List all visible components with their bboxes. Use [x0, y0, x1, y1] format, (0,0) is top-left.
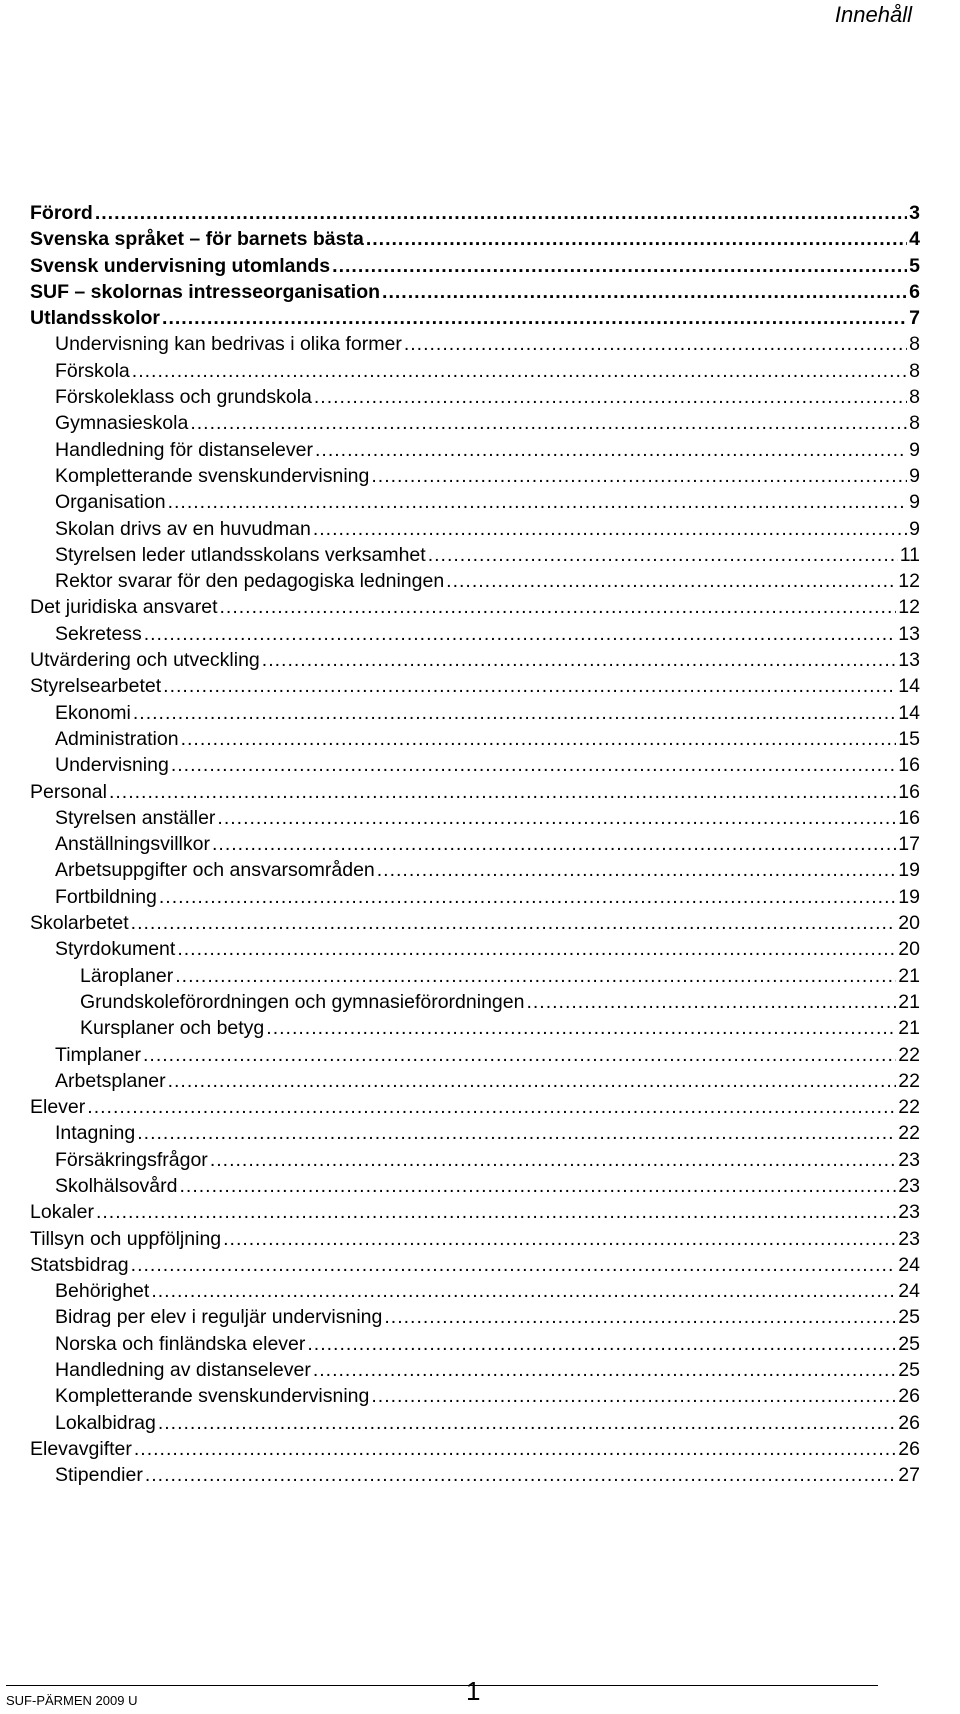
toc-dot-leader [175, 963, 896, 989]
toc-dot-leader [159, 884, 896, 910]
toc-entry-title: Styrelsearbetet [30, 675, 162, 698]
toc-entry-page: 5 [909, 254, 920, 277]
toc-entry[interactable] [30, 1304, 920, 1330]
toc-dot-leader [133, 700, 896, 726]
toc-entry-page: 14 [898, 675, 920, 698]
toc-entry-page: 7 [909, 307, 920, 330]
toc-entry-title: Fortbildning [55, 885, 157, 908]
toc-entry-title: Grundskoleförordningen och gymnasieförordningen [80, 990, 525, 1013]
toc-entry-title: Läroplaner [80, 964, 174, 987]
toc-entry-page: 25 [898, 1359, 920, 1382]
toc-entry-page: 6 [909, 280, 920, 303]
toc-entry[interactable] [30, 1357, 920, 1383]
toc-entry-title: Stipendier [55, 1464, 143, 1487]
toc-dot-leader [262, 647, 897, 673]
toc-dot-leader [190, 410, 907, 436]
toc-entry-title: Utvärdering och utveckling [30, 649, 260, 672]
toc-entry[interactable] [30, 963, 920, 989]
toc-entry[interactable] [30, 700, 920, 726]
toc-entry-title: Elevavgifter [30, 1437, 132, 1460]
toc-entry-page: 9 [909, 438, 920, 461]
toc-entry-title: Förskoleklass och grundskola [55, 386, 312, 409]
toc-entry[interactable] [30, 726, 920, 752]
toc-entry[interactable] [30, 910, 920, 936]
toc-entry-page: 20 [898, 912, 920, 935]
toc-entry-title: Ekonomi [55, 701, 131, 724]
toc-entry-page: 4 [909, 228, 920, 251]
toc-dot-leader [210, 1147, 896, 1173]
toc-entry-title: Anställningsvillkor [55, 833, 210, 856]
toc-dot-leader [212, 831, 896, 857]
toc-entry[interactable] [30, 542, 920, 568]
toc-entry-page: 9 [909, 491, 920, 514]
toc-dot-leader [158, 1410, 896, 1436]
toc-dot-leader [96, 1199, 896, 1225]
toc-entry-page: 23 [898, 1148, 920, 1171]
toc-dot-leader [428, 542, 898, 568]
toc-entry-page: 25 [898, 1306, 920, 1329]
toc-entry-title: Personal [30, 780, 107, 803]
toc-dot-leader [366, 226, 907, 252]
toc-entry-title: Kompletterande svenskundervisning [55, 464, 370, 487]
toc-entry[interactable] [30, 989, 920, 1015]
toc-entry-title: Bidrag per elev i reguljär undervisning [55, 1306, 383, 1329]
toc-entry[interactable] [30, 831, 920, 857]
toc-entry[interactable] [30, 1383, 920, 1409]
toc-entry-page: 22 [898, 1122, 920, 1145]
toc-entry[interactable] [30, 1094, 920, 1120]
toc-dot-leader [168, 489, 908, 515]
toc-entry[interactable] [30, 516, 920, 542]
toc-entry[interactable] [30, 568, 920, 594]
toc-entry-page: 22 [898, 1043, 920, 1066]
toc-entry[interactable] [30, 1068, 920, 1094]
table-of-contents [30, 200, 920, 1489]
toc-dot-leader [145, 1462, 896, 1488]
toc-dot-leader [109, 779, 896, 805]
toc-entry-page: 26 [898, 1437, 920, 1460]
toc-dot-leader [168, 1068, 897, 1094]
toc-entry-page: 16 [898, 780, 920, 803]
toc-entry-title: Skolhälsovård [55, 1174, 178, 1197]
toc-entry[interactable] [30, 647, 920, 673]
toc-dot-leader [371, 1383, 896, 1409]
toc-entry[interactable] [30, 752, 920, 778]
toc-entry-page: 21 [898, 990, 920, 1013]
toc-dot-leader [132, 358, 907, 384]
toc-dot-leader [313, 516, 907, 542]
toc-entry[interactable] [30, 1226, 920, 1252]
toc-dot-leader [131, 1252, 897, 1278]
toc-entry-page: 17 [898, 833, 920, 856]
toc-entry[interactable] [30, 253, 920, 279]
toc-dot-leader [446, 568, 896, 594]
toc-dot-leader [95, 200, 907, 226]
toc-entry-title: Lokaler [30, 1201, 94, 1224]
toc-entry[interactable] [30, 200, 920, 226]
toc-entry-title: Elever [30, 1096, 86, 1119]
toc-dot-leader [313, 1357, 896, 1383]
toc-entry-title: Timplaner [55, 1043, 141, 1066]
toc-entry-title: Arbetsuppgifter och ansvarsområden [55, 859, 375, 882]
toc-entry-page: 22 [898, 1096, 920, 1119]
toc-entry[interactable] [30, 1120, 920, 1146]
toc-dot-leader [314, 384, 907, 410]
toc-entry[interactable] [30, 1173, 920, 1199]
toc-entry-page: 19 [898, 885, 920, 908]
toc-entry[interactable] [30, 489, 920, 515]
toc-dot-leader [134, 1436, 896, 1462]
toc-entry-page: 23 [898, 1174, 920, 1197]
toc-entry-title: Skolarbetet [30, 912, 129, 935]
toc-entry[interactable] [30, 279, 920, 305]
toc-entry-page: 12 [898, 596, 920, 619]
toc-entry-title: Förskola [55, 359, 130, 382]
toc-dot-leader [143, 1042, 896, 1068]
toc-dot-leader [137, 1120, 896, 1146]
toc-entry-page: 9 [909, 464, 920, 487]
toc-dot-leader [315, 437, 907, 463]
toc-entry-page: 3 [909, 202, 920, 224]
toc-entry[interactable] [30, 884, 920, 910]
toc-dot-leader [163, 673, 896, 699]
toc-entry-title: Svensk undervisning utomlands [30, 254, 331, 277]
toc-entry-page: 9 [909, 517, 920, 540]
toc-dot-leader [223, 1226, 896, 1252]
toc-entry-page: 16 [898, 754, 920, 777]
toc-entry-title: Kompletterande svenskundervisning [55, 1385, 370, 1408]
toc-entry[interactable] [30, 1147, 920, 1173]
toc-dot-leader [382, 279, 907, 305]
toc-entry-title: Statsbidrag [30, 1253, 129, 1276]
toc-entry-title: Förord [30, 202, 93, 224]
toc-entry-page: 24 [898, 1280, 920, 1303]
toc-entry[interactable] [30, 936, 920, 962]
toc-entry[interactable] [30, 1462, 920, 1488]
toc-entry-title: Handledning av distanselever [55, 1359, 311, 1382]
toc-dot-leader [526, 989, 896, 1015]
toc-entry-title: Behörighet [55, 1280, 150, 1303]
footer-divider [6, 1685, 878, 1686]
toc-entry-title: Gymnasieskola [55, 412, 189, 435]
toc-dot-leader [307, 1331, 896, 1357]
toc-entry[interactable] [30, 857, 920, 883]
toc-dot-leader [144, 621, 897, 647]
toc-entry[interactable] [30, 621, 920, 647]
toc-entry-page: 23 [898, 1201, 920, 1224]
toc-entry[interactable] [30, 384, 920, 410]
toc-entry-title: Sekretess [55, 622, 142, 645]
toc-entry-title: Svenska språket – för barnets bästa [30, 228, 364, 251]
toc-dot-leader [177, 936, 896, 962]
toc-entry-page: 21 [898, 964, 920, 987]
toc-dot-leader [151, 1278, 896, 1304]
toc-entry[interactable] [30, 594, 920, 620]
toc-entry-title: Utlandsskolor [30, 307, 161, 330]
toc-entry[interactable] [30, 331, 920, 357]
toc-entry[interactable] [30, 1278, 920, 1304]
toc-dot-leader [179, 1173, 896, 1199]
toc-entry-title: Undervisning kan bedrivas i olika former [55, 333, 402, 356]
toc-entry[interactable] [30, 1015, 920, 1041]
toc-dot-leader [217, 805, 896, 831]
toc-entry-page: 12 [898, 570, 920, 593]
toc-entry-page: 24 [898, 1253, 920, 1276]
toc-entry-title: Arbetsplaner [55, 1069, 166, 1092]
toc-entry[interactable] [30, 410, 920, 436]
toc-entry[interactable] [30, 305, 920, 331]
toc-dot-leader [404, 331, 907, 357]
toc-dot-leader [171, 752, 896, 778]
toc-entry-page: 13 [898, 649, 920, 672]
toc-entry-title: Lokalbidrag [55, 1411, 156, 1434]
toc-entry[interactable] [30, 226, 920, 252]
toc-entry-page: 21 [898, 1017, 920, 1040]
toc-entry-title: Styrelsen anställer [55, 806, 216, 829]
toc-entry[interactable] [30, 673, 920, 699]
toc-entry[interactable] [30, 1436, 920, 1462]
toc-dot-leader [266, 1015, 896, 1041]
toc-dot-leader [131, 910, 897, 936]
toc-entry-page: 8 [909, 412, 920, 435]
toc-entry-page: 16 [898, 806, 920, 829]
toc-entry-title: Tillsyn och uppföljning [30, 1227, 222, 1250]
toc-entry-title: Administration [55, 727, 179, 750]
toc-entry[interactable] [30, 1331, 920, 1357]
toc-entry-title: Försäkringsfrågor [55, 1148, 208, 1171]
toc-entry-title: Styrelsen leder utlandsskolans verksamhet [55, 543, 426, 566]
toc-entry-page: 19 [898, 859, 920, 882]
toc-entry-title: Intagning [55, 1122, 136, 1145]
toc-entry-page: 20 [898, 938, 920, 961]
toc-entry-page: 15 [898, 727, 920, 750]
toc-dot-leader [162, 305, 907, 331]
toc-entry-page: 27 [898, 1464, 920, 1487]
toc-entry[interactable] [30, 463, 920, 489]
toc-entry[interactable] [30, 1199, 920, 1225]
toc-entry-page: 11 [899, 543, 920, 566]
toc-entry[interactable] [30, 358, 920, 384]
toc-dot-leader [377, 857, 897, 883]
toc-entry-page: 8 [909, 333, 920, 356]
toc-entry[interactable] [30, 1252, 920, 1278]
toc-entry[interactable] [30, 779, 920, 805]
toc-dot-leader [384, 1304, 896, 1330]
toc-entry-title: Norska och finländska elever [55, 1332, 306, 1355]
footer-document-name: SUF-PÄRMEN 2009 U [6, 1693, 138, 1708]
toc-entry-page: 8 [909, 386, 920, 409]
toc-entry-page: 14 [898, 701, 920, 724]
toc-entry[interactable] [30, 1042, 920, 1068]
toc-entry-title: SUF – skolornas intresseorganisation [30, 280, 381, 303]
toc-entry-title: Undervisning [55, 754, 169, 777]
toc-entry-title: Handledning för distanselever [55, 438, 313, 461]
toc-entry-title: Skolan drivs av en huvudman [55, 517, 311, 540]
toc-entry-title: Organisation [55, 491, 166, 514]
toc-dot-leader [181, 726, 897, 752]
page-header-title: Innehåll [834, 2, 912, 27]
toc-entry[interactable] [30, 805, 920, 831]
toc-dot-leader [332, 253, 907, 279]
footer-page-number: 1 [466, 1676, 481, 1706]
toc-entry-title: Det juridiska ansvaret [30, 596, 218, 619]
toc-entry-page: 26 [898, 1385, 920, 1408]
toc-entry-title: Rektor svarar för den pedagogiska ledningen [55, 570, 445, 593]
toc-entry[interactable] [30, 437, 920, 463]
toc-entry-page: 13 [898, 622, 920, 645]
toc-entry-page: 26 [898, 1411, 920, 1434]
toc-dot-leader [87, 1094, 896, 1120]
toc-entry-title: Kursplaner och betyg [80, 1017, 265, 1040]
toc-dot-leader [220, 594, 897, 620]
toc-dot-leader [371, 463, 907, 489]
toc-entry-page: 23 [898, 1227, 920, 1250]
toc-entry-page: 25 [898, 1332, 920, 1355]
toc-entry-page: 22 [898, 1069, 920, 1092]
toc-entry-title: Styrdokument [55, 938, 176, 961]
toc-entry[interactable] [30, 1410, 920, 1436]
toc-entry-page: 8 [909, 359, 920, 382]
